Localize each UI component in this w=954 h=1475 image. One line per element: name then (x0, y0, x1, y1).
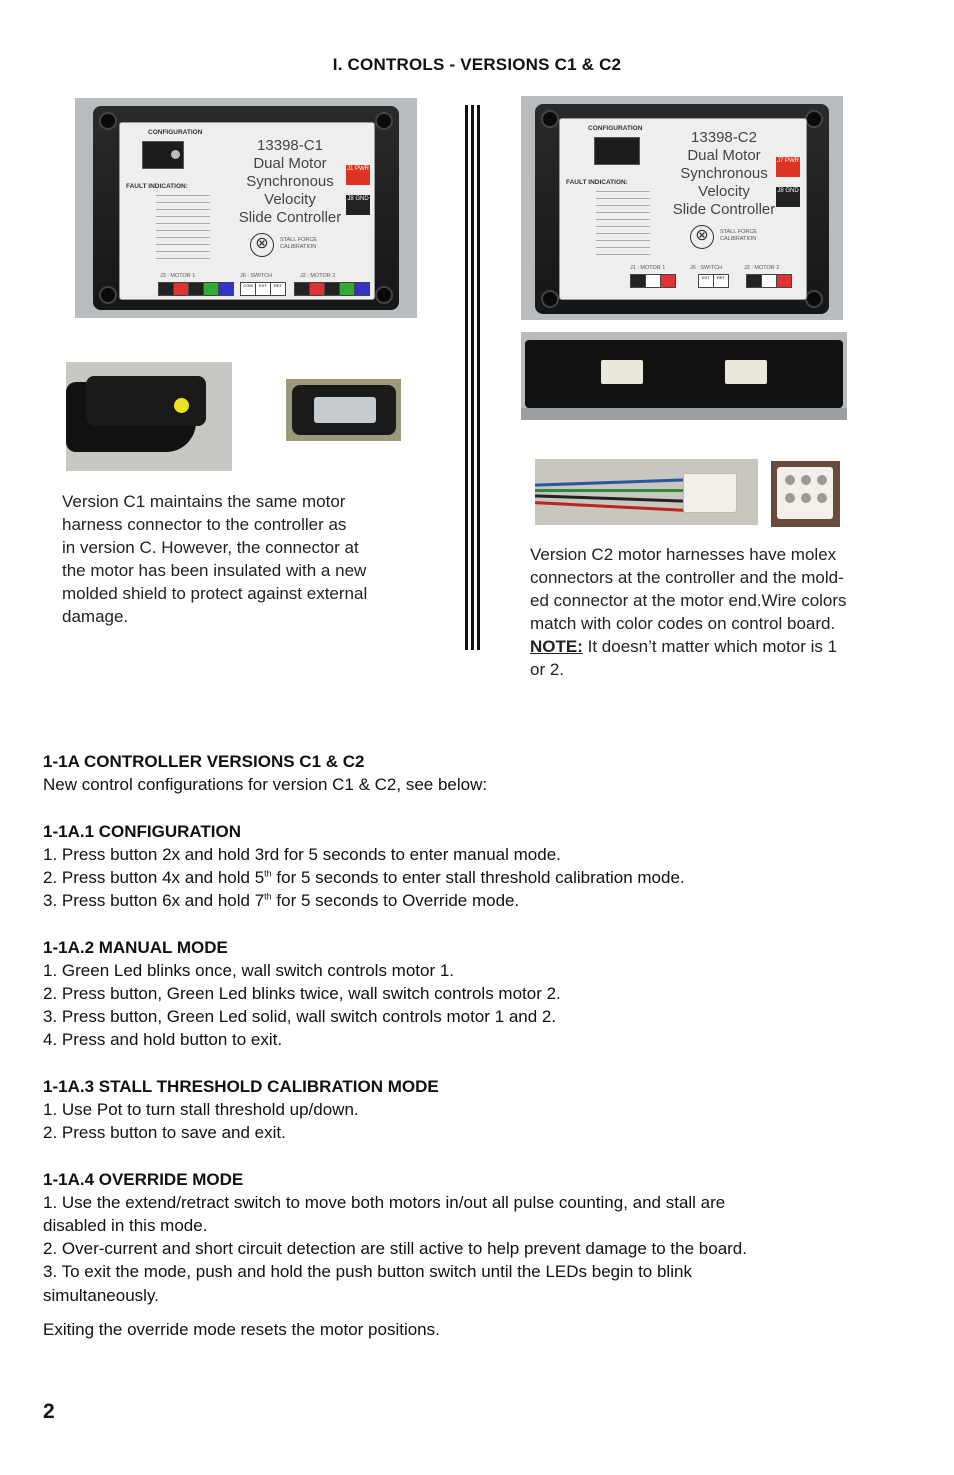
c2-fault-table (596, 191, 650, 255)
c2-controller-photo (521, 96, 843, 320)
c2-motor-harness-photo (535, 459, 758, 525)
c1-calibration-pot-icon: ⊗ (250, 233, 274, 257)
column-divider-left (465, 105, 468, 650)
c1-motor1-label: J3 : MOTOR 1 (160, 273, 196, 279)
c1-model-title: 13398-C1 Dual Motor Synchronous Velocity Slide Controller (238, 137, 342, 226)
c1-configuration-label: CONFIGURATION (148, 129, 203, 136)
column-divider-center (471, 105, 474, 650)
c1-motor-connector-photo (66, 362, 232, 471)
manual-item-4: 4. Press and hold button to exit. (43, 1030, 283, 1050)
override-item-1-cont: disabled in this mode. (43, 1216, 208, 1235)
section-heading: 1-1A CONTROLLER VERSIONS C1 & C2 (43, 752, 365, 771)
override-mode-heading: 1-1A.4 OVERRIDE MODE (43, 1169, 244, 1189)
stall-calibration-heading: 1-1A.3 STALL THRESHOLD CALIBRATION MODE (43, 1076, 439, 1096)
c2-molex-plug-face-photo (771, 461, 840, 527)
manual-item-3: 3. Press button, Green Led solid, wall switch controls motor 1 and 2. (43, 1007, 557, 1027)
c2-controller-end-view-photo (521, 332, 847, 420)
config-item-2: 2. Press button 4x and hold 5th for 5 seconds to enter stall threshold calibration mode. (43, 868, 685, 887)
note-label: NOTE: (530, 637, 583, 656)
override-item-3-cont: simultaneously. (43, 1285, 159, 1305)
c1-yellow-dot (174, 398, 189, 413)
column-divider-right (477, 105, 480, 650)
c2-config-switch (594, 137, 640, 165)
c2-configuration-label: CONFIGURATION (588, 125, 643, 132)
c1-controller-label: CONFIGURATION 13398-C1 Dual Motor Synchronous Velocity Slide Controller FAULT INDICATION: J1 PWR J8 GND ⊗ STALL FORCE CALIBRATION J3 : MOTOR 1 J6 : SWITCH J2 : MOTOR 2 COM EXT RET (119, 122, 375, 300)
c2-pwr-terminal: J7 PWR (776, 157, 800, 177)
c2-controller-label: CONFIGURATION 13398-C2 Dual Motor Synchronous Velocity Slide Controller FAULT INDICATION: J7 PWR J8 GND ⊗ STALL FORCE CALIBRATION J1 : MOTOR 1 J6 : SWITCH J2 : MOTOR 2 EXT RET (559, 118, 807, 300)
c2-controller-housing (535, 104, 829, 314)
c1-fault-indication: FAULT INDICATION: (126, 183, 188, 190)
manual-item-1: 1. Green Led blinks once, wall switch controls motor 1. (43, 960, 455, 980)
c2-switch-label: J6 : SWITCH (690, 265, 723, 271)
page-number: 2 (43, 1400, 55, 1423)
c2-stall-label: STALL FORCE CALIBRATION (720, 229, 757, 242)
c2-molex-plug (683, 473, 737, 513)
c2-note: NOTE: It doesn’t matter which motor is 1 (530, 637, 838, 656)
override-item-3: 3. To exit the mode, push and hold the push button switch until the LEDs begin to blink (43, 1262, 692, 1282)
c1-controller-photo (75, 98, 417, 318)
c1-fault-table (156, 195, 210, 259)
c1-harness-plug-photo (286, 379, 401, 441)
c2-molex-socket-2 (725, 360, 767, 384)
config-item-1: 1. Press button 2x and hold 3rd for 5 seconds to enter manual mode. (43, 844, 561, 864)
c1-controller-housing (93, 106, 399, 310)
configuration-heading: 1-1A.1 CONFIGURATION (43, 821, 242, 841)
c2-motor1-label: J1 : MOTOR 1 (630, 265, 666, 271)
manual-item-2: 2. Press button, Green Led blinks twice, wall switch controls motor 2. (43, 984, 561, 1003)
c1-config-switch (142, 141, 184, 169)
c1-stall-label: STALL FORCE CALIBRATION (280, 237, 317, 250)
c2-molex-socket-1 (601, 360, 643, 384)
override-item-1: 1. Use the extend/retract switch to move both motors in/out all pulse counting, and stall are (43, 1192, 726, 1212)
c2-gnd-terminal: J8 GND (776, 187, 800, 207)
c1-gnd-terminal: J8 GND (346, 195, 370, 215)
stall-item-1: 1. Use Pot to turn stall threshold up/down. (43, 1100, 359, 1119)
c1-caption: Version C1 maintains the same motor harness connector to the controller as in version C. However, the connector at the motor has been insulated with a new molded shield to protect against external damage. (62, 492, 368, 626)
c2-caption: Version C2 motor harnesses have molex connectors at the controller and the mold- ed connector at the motor end.Wire colors match with color codes on control board. NOTE: It doesn’t matter which motor is 1 or 2. (530, 543, 930, 681)
manual-mode-heading: 1-1A.2 MANUAL MODE (43, 937, 228, 957)
closing-note: Exiting the override mode resets the motor positions. (43, 1319, 440, 1339)
controller-versions-section (43, 750, 923, 1341)
c1-motor2-label: J2 : MOTOR 2 (300, 273, 336, 279)
c1-config-button (171, 150, 180, 159)
c2-calibration-pot-icon: ⊗ (690, 225, 714, 249)
c1-pwr-terminal: J1 PWR (346, 165, 370, 185)
section-intro: New control configurations for version C1 & C2, see below: (43, 775, 488, 795)
c2-fault-indication: FAULT INDICATION: (566, 179, 628, 186)
c2-motor2-label: J2 : MOTOR 2 (744, 265, 780, 271)
page-title: I. CONTROLS - VERSIONS C1 & C2 (332, 55, 622, 74)
stall-item-2: 2. Press button to save and exit. (43, 1123, 286, 1143)
config-item-3: 3. Press button 6x and hold 7th for 5 seconds to Override mode. (43, 891, 520, 911)
override-item-2: 2. Over-current and short circuit detection are still active to help prevent damage to the board. (43, 1239, 747, 1259)
c2-model-title: 13398-C2 Dual Motor Synchronous Velocity Slide Controller (672, 129, 776, 218)
c1-switch-label: J6 : SWITCH (240, 273, 273, 279)
